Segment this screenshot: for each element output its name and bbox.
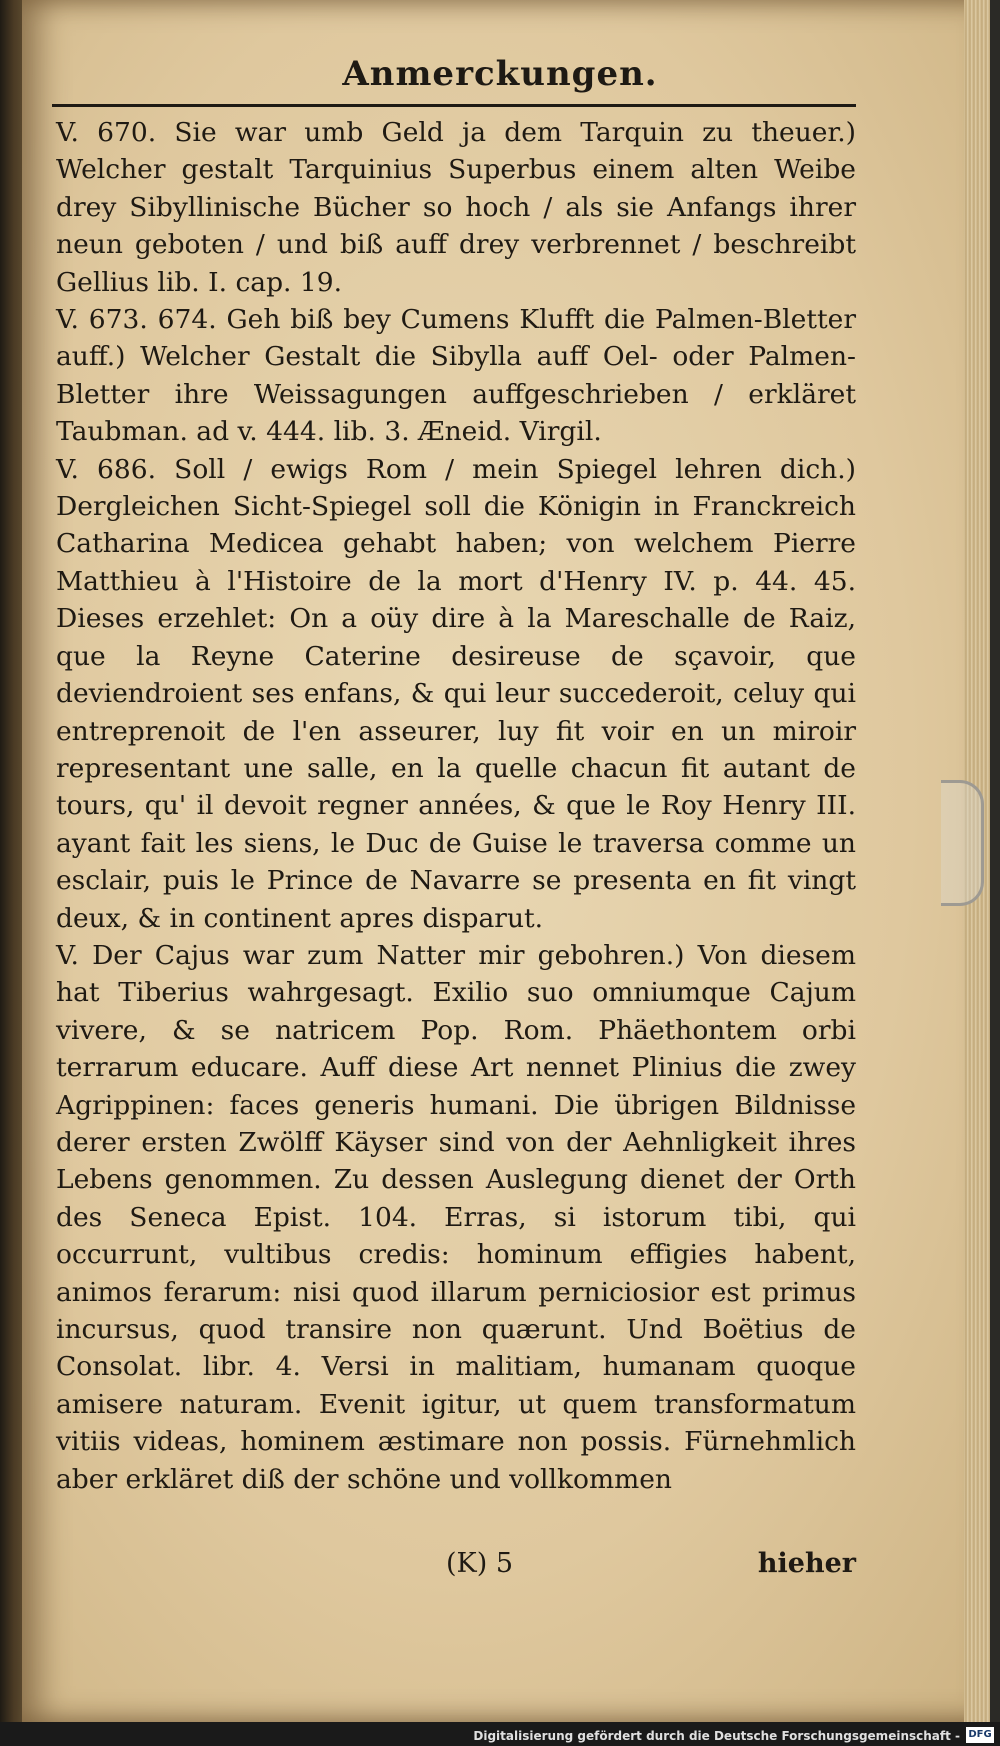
- note-cajus: V. Der Cajus war zum Natter mir gebohren.) Von diesem hat Tiberius wahrgesagt. Exilio suo omniumque Cajum vivere, & se natricem Pop. Rom. Phäethontem orbi terrarum educare. Auff diese Art nennet Plinius die zwey Agrippinen: faces generis humani. Die übrigen Bildnisse derer ersten Zwölff Käyser sind von der Aehnligkeit ihres Lebens genommen. Zu dessen Auslegung dienet der Orth des Seneca Epist. 104. Erras, si istorum tibi, qui occurrunt, vultibus credis: hominum effigies habent, animos ferarum: nisi quod illarum perniciosior est primus incursus, quod transire non quærunt. Und Boëtius de Consolat. libr. 4. Versi in malitiam, humanam quoque amisere naturam. Evenit igitur, ut quem transformatum vitiis videas, hominem æstimare non possis. Fürnehmlich aber erkläret diß der schöne und vollkommen: [56, 939, 856, 1495]
- footer-credit: Digitalisierung gefördert durch die Deutsche Forschungsgemeinschaft -: [473, 1729, 960, 1743]
- dfg-logo: DFG: [966, 1727, 994, 1743]
- catchword: hieher: [757, 1548, 856, 1579]
- header-rule: [52, 104, 856, 107]
- page-footer-line: [56, 1548, 856, 1588]
- page-header: Anmerckungen.: [342, 54, 658, 94]
- note-670: V. 670. Sie war umb Geld ja dem Tarquin zu theuer.) Welcher gestalt Tarquinius Superbus einem alten Weibe drey Sibyllinische Bücher so hoch / als sie Anfangs ihrer neun geboten / und biß auff drey verbrennet / beschreibt Gellius lib. I. cap. 19.: [56, 117, 856, 298]
- page-clip: [941, 780, 984, 906]
- digitization-footer: [0, 1722, 1000, 1746]
- note-686: V. 686. Soll / ewigs Rom / mein Spiegel lehren dich.) Dergleichen Sicht-Spiegel soll die Königin in Franckreich Catharina Medicea gehabt haben; von welchem Pierre Matthieu à l'Histoire de la mort d'Henry IV. p. 44. 45. Dieses erzehlet: On a oüy dire à la Mareschalle de Raiz, que la Reyne Caterine desireuse de sçavoir, que deviendroient ses enfans, & qui leur succederoit, celuy qui entreprenoit de l'en asseurer, luy fit voir en un miroir representant une salle, en la quelle chacun fit autant de tours, qu' il devoit regner années, & que le Roy Henry III. ayant fait les siens, le Duc de Guise le traversa comme un esclair, puis le Prince de Navarre se presenta en fit vingt deux, & in continent apres disparut.: [56, 453, 856, 934]
- note-673-674: V. 673. 674. Geh biß bey Cumens Klufft die Palmen-Bletter auff.) Welcher Gestalt die Sibylla auff Oel- oder Palmen-Bletter ihre Weissagungen auffgeschrieben / erkläret Taubman. ad v. 444. lib. 3. Æneid. Virgil.: [56, 304, 856, 448]
- page-text: [56, 114, 856, 1498]
- signature-mark: (K) 5: [446, 1548, 513, 1579]
